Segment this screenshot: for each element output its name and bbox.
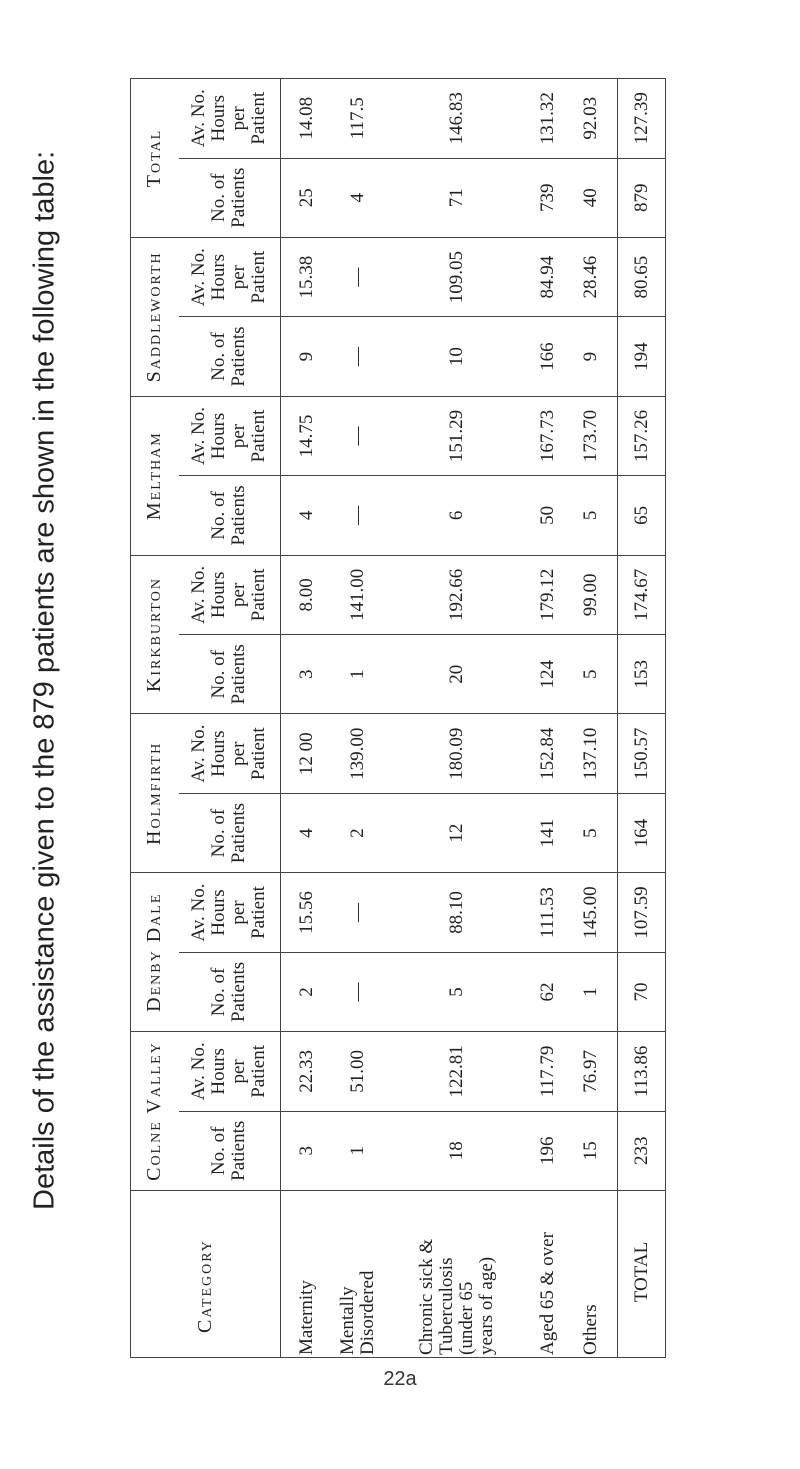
table-cell: 739 — [537, 183, 559, 212]
table-cell: 76.97 — [579, 1050, 601, 1093]
table-cell: 151.29 — [446, 409, 468, 463]
group-header: Holmfirth — [131, 714, 179, 873]
total-cell: 127.39 — [618, 79, 666, 159]
table-cell: 18 — [446, 1141, 468, 1161]
table-cell: 141 — [537, 818, 559, 848]
total-cell: 157.26 — [618, 396, 666, 475]
table-cell: — — [346, 426, 368, 446]
total-cell: 174.67 — [618, 555, 666, 634]
subheader-hours: Av. No. Hours per Patient — [179, 714, 281, 793]
table-cell: 5 — [446, 987, 468, 997]
table-cell: 12 — [446, 823, 468, 843]
table-cell: 117.5 — [346, 97, 368, 140]
table-cell: 51.00 — [346, 1050, 368, 1093]
table-cell: 4 — [296, 828, 318, 838]
table-cell: 1 — [346, 669, 368, 680]
table-cell: 22.33 — [296, 1050, 318, 1093]
table-cell: 111.53 — [537, 887, 559, 938]
table-cell: 117.79 — [537, 1045, 559, 1098]
table-cell: — — [346, 267, 368, 287]
table-cell: 167.73 — [537, 409, 559, 463]
table-cell: 20 — [446, 664, 468, 684]
group-header: Meltham — [131, 396, 179, 555]
category-label: Maternity — [296, 1280, 318, 1355]
table-cell: 152.84 — [537, 727, 559, 780]
table-cell: 10 — [446, 347, 468, 367]
data-column — [281, 714, 618, 793]
table-cell: 145.00 — [579, 886, 601, 939]
table-cell: 192.66 — [446, 568, 468, 621]
table-cell: 139.00 — [346, 727, 368, 780]
table-cell: 28.46 — [579, 255, 601, 299]
data-column — [281, 793, 618, 872]
data-column — [281, 237, 618, 316]
table-cell: 137.10 — [579, 727, 601, 780]
table-cell: 99.00 — [579, 573, 601, 617]
group-header: Total — [131, 79, 179, 238]
table-cell: 141.00 — [346, 568, 368, 621]
data-column — [281, 79, 618, 159]
table-cell: 5 — [579, 828, 601, 838]
table-cell: 15.56 — [296, 891, 318, 934]
subheader-hours: Av. No. Hours per Patient — [179, 79, 281, 159]
table-cell: 179.12 — [537, 568, 559, 621]
subheader-patients: No. of Patients — [179, 1111, 281, 1190]
table-cell: 173.70 — [579, 409, 601, 463]
subheader-hours: Av. No. Hours per Patient — [179, 396, 281, 475]
table-cell: 1 — [579, 987, 601, 997]
data-column — [281, 952, 618, 1031]
assistance-table — [130, 78, 665, 1358]
subheader-hours: Av. No. Hours per Patient — [179, 237, 281, 316]
data-column — [281, 476, 618, 555]
table-cell: 4 — [296, 510, 318, 521]
data-column — [281, 1032, 618, 1111]
category-header: Category — [131, 1191, 281, 1358]
subheader-patients: No. of Patients — [179, 317, 281, 396]
table-cell: 50 — [537, 505, 559, 525]
table-cell: 71 — [446, 188, 468, 208]
subheader-patients: No. of Patients — [179, 635, 281, 714]
table-cell: 9 — [579, 351, 601, 362]
category-list — [281, 1191, 618, 1358]
subheader-patients: No. of Patients — [179, 476, 281, 555]
table-cell: 8.00 — [296, 578, 318, 612]
table-cell: 15 — [579, 1141, 601, 1161]
subheader-patients: No. of Patients — [179, 793, 281, 872]
subheader-hours: Av. No. Hours per Patient — [179, 873, 281, 952]
table-cell: 1 — [346, 1146, 368, 1156]
table-cell: 131.32 — [537, 92, 559, 145]
data-column — [281, 555, 618, 634]
data-column — [281, 1111, 618, 1190]
table-cell: 3 — [296, 669, 318, 680]
table-cell: 5 — [579, 510, 601, 521]
page-number: 22a — [383, 1368, 417, 1390]
subheader-patients: No. of Patients — [179, 952, 281, 1031]
data-column — [281, 396, 618, 475]
category-label: Mentally Disordered — [336, 1270, 378, 1355]
data-column — [281, 158, 618, 237]
table-cell: 2 — [296, 987, 318, 997]
table-cell: 2 — [346, 828, 368, 838]
category-label: Aged 65 & over — [537, 1232, 559, 1355]
table-cell: 122.81 — [446, 1045, 468, 1098]
table-cell: 15.38 — [296, 255, 318, 299]
table-cell: 109.05 — [446, 251, 468, 304]
total-cell: 233 — [618, 1111, 666, 1190]
table-cell: 88.10 — [446, 891, 468, 934]
data-column — [281, 873, 618, 952]
total-cell: 70 — [618, 952, 666, 1031]
table-cell: — — [346, 903, 368, 923]
total-cell: 164 — [618, 793, 666, 872]
table-cell: — — [346, 982, 368, 1002]
table-cell: 14.08 — [296, 96, 318, 140]
subheader-hours: Av. No. Hours per Patient — [179, 555, 281, 634]
table-cell: — — [346, 347, 368, 367]
table-cell: 146.83 — [446, 92, 468, 145]
total-cell: 80.65 — [618, 237, 666, 316]
total-cell: 879 — [618, 158, 666, 237]
group-header: Denby Dale — [131, 873, 179, 1032]
table-cell: 12 00 — [296, 732, 318, 776]
data-column — [281, 635, 618, 714]
table-cell: 9 — [296, 351, 318, 362]
table-cell: 84.94 — [537, 255, 559, 299]
subheader-patients: No. of Patients — [179, 158, 281, 237]
table-cell: 5 — [579, 669, 601, 680]
total-cell: 113.86 — [618, 1032, 666, 1111]
table-cell: 196 — [537, 1136, 559, 1166]
table-cell: 166 — [537, 342, 559, 371]
total-cell: 150.57 — [618, 714, 666, 793]
table-cell: 124 — [537, 660, 559, 689]
total-label: TOTAL — [618, 1191, 666, 1358]
table-cell: 40 — [579, 188, 601, 208]
table-cell: 62 — [537, 982, 559, 1002]
group-header: Kirkburton — [131, 555, 179, 714]
subheader-hours: Av. No. Hours per Patient — [179, 1032, 281, 1111]
table-cell: 25 — [296, 188, 318, 208]
category-label: Chronic sick & Tuberculosis (under 65 years of age) — [416, 1238, 498, 1355]
category-label: Others — [579, 1304, 601, 1355]
group-header: Colne Valley — [131, 1032, 179, 1191]
total-cell: 65 — [618, 476, 666, 555]
table-cell: 6 — [446, 510, 468, 521]
table-cell: 14.75 — [296, 414, 318, 458]
table-cell: 92.03 — [579, 96, 601, 140]
table-cell: 3 — [296, 1146, 318, 1156]
table-cell: 4 — [346, 192, 368, 203]
total-cell: 194 — [618, 317, 666, 396]
page-heading: Details of the assistance given to the 879 patients are shown in the following table: — [28, 150, 61, 1210]
table-cell: — — [346, 505, 368, 525]
table-cell: 180.09 — [446, 727, 468, 780]
data-column — [281, 317, 618, 396]
total-cell: 107.59 — [618, 873, 666, 952]
total-cell: 153 — [618, 635, 666, 714]
group-header: Saddleworth — [131, 237, 179, 396]
